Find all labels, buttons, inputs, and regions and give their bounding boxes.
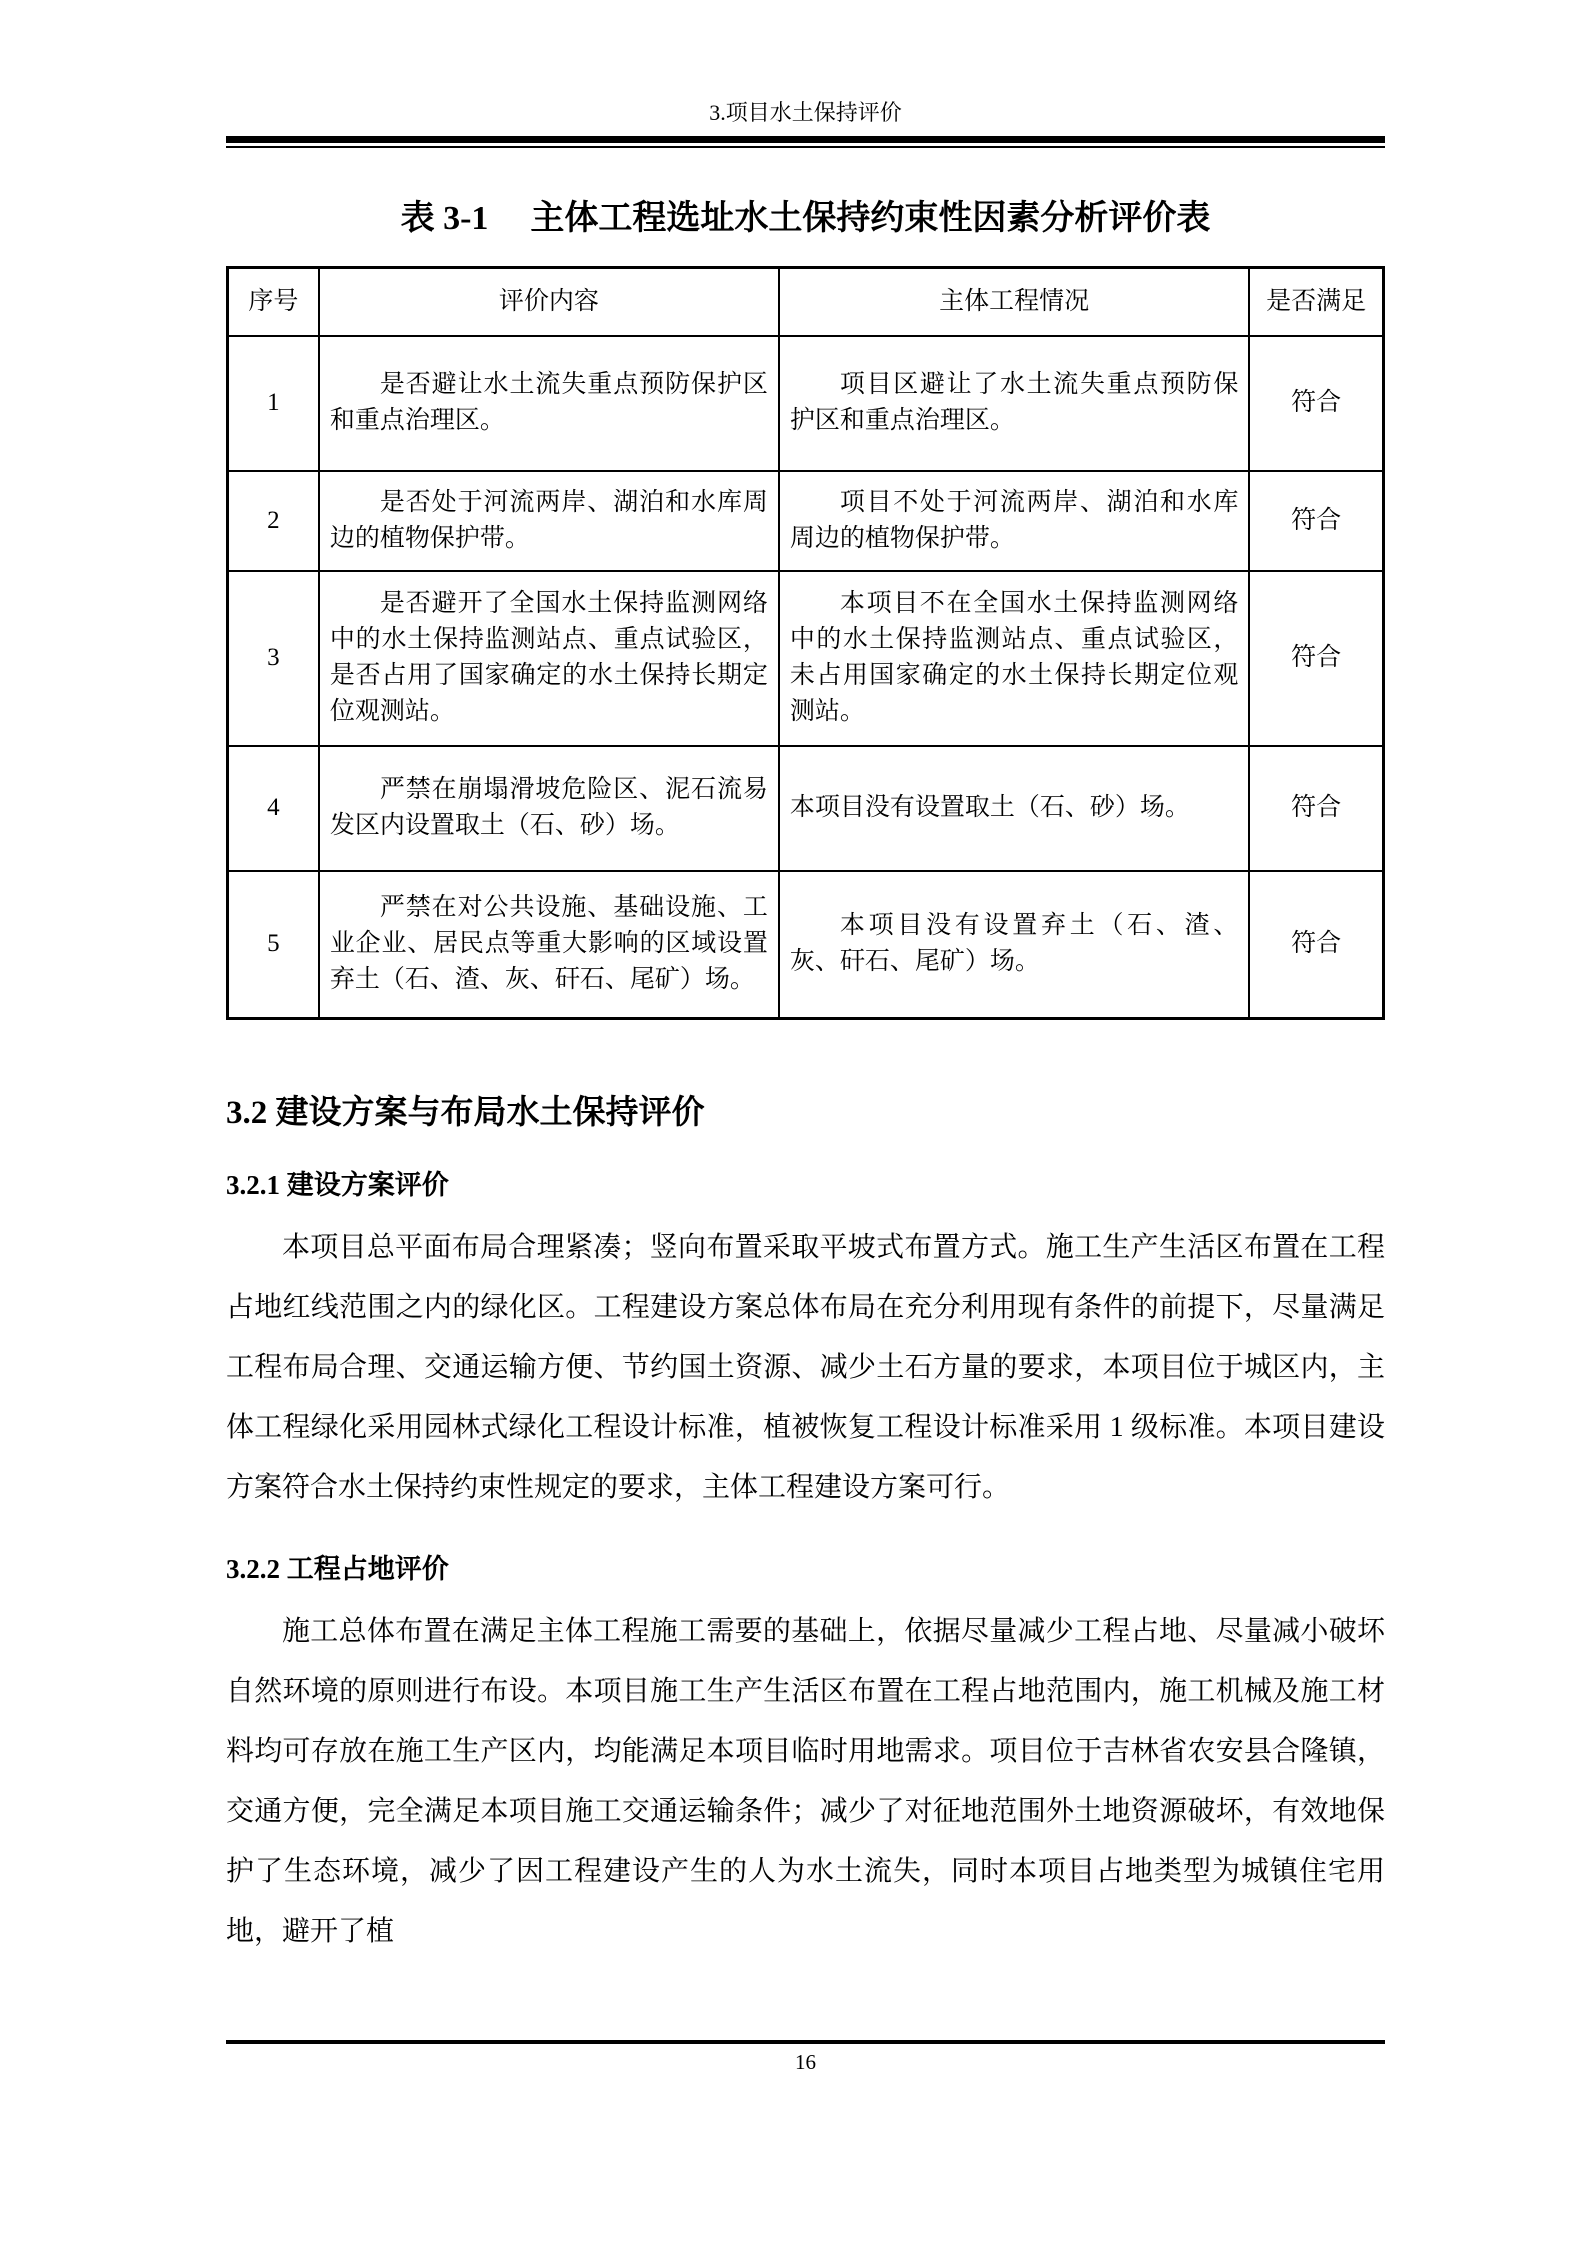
column-header-situation: 主体工程情况 <box>779 268 1249 336</box>
table-caption-label: 表 3-1 <box>400 200 489 237</box>
row-number-cell: 3 <box>228 571 319 746</box>
constraints-table <box>226 266 1385 1020</box>
row-number-cell: 1 <box>228 336 319 471</box>
row-number-cell: 2 <box>228 471 319 571</box>
header-rule-thick <box>226 136 1385 143</box>
situation-cell: 项目不处于河流两岸、湖泊和水库周边的植物保护带。 <box>779 471 1249 571</box>
table-header-row <box>228 268 1384 336</box>
verdict-cell: 符合 <box>1249 471 1383 571</box>
table-row <box>228 571 1384 746</box>
table-row <box>228 871 1384 1019</box>
verdict-cell: 符合 <box>1249 336 1383 471</box>
footer-rule <box>226 2040 1385 2044</box>
criterion-cell: 是否避开了全国水土保持监测网络中的水土保持监测站点、重点试验区，是否占用了国家确定的水土保持长期定位观测站。 <box>319 571 779 746</box>
verdict-cell: 符合 <box>1249 746 1383 871</box>
row-number-cell: 5 <box>228 871 319 1019</box>
criterion-cell: 是否避让水土流失重点预防保护区和重点治理区。 <box>319 336 779 471</box>
table-row <box>228 336 1384 471</box>
paragraph-3-2-2: 施工总体布置在满足主体工程施工需要的基础上，依据尽量减少工程占地、尽量减小破坏自然环境的原则进行布设。本项目施工生产生活区布置在工程占地范围内，施工机械及施工材料均可存放在施工生产区内，均能满足本项目临时用地需求。项目位于吉林省农安县合隆镇，交通方便，完全满足本项目施工交通运输条件；减少了对征地范围外土地资源破坏，有效地保护了生态环境，减少了因工程建设产生的人为水土流失，同时本项目占地类型为城镇住宅用地，避开了植 <box>226 1616 1385 1947</box>
column-header-verdict: 是否满足 <box>1249 268 1383 336</box>
section-heading-3-2-2: 3.2.2 工程占地评价 <box>226 1554 449 1584</box>
running-head: 3.项目水土保持评价 <box>709 100 902 125</box>
criterion-cell: 严禁在对公共设施、基础设施、工业企业、居民点等重大影响的区域设置弃土（石、渣、灰、矸石、尾矿）场。 <box>319 871 779 1019</box>
verdict-cell: 符合 <box>1249 571 1383 746</box>
section-heading-3-2-1: 3.2.1 建设方案评价 <box>226 1170 449 1200</box>
page-number: 16 <box>795 2050 816 2074</box>
page-footer <box>226 2040 1385 2075</box>
verdict-cell: 符合 <box>1249 871 1383 1019</box>
table-row <box>228 746 1384 871</box>
table-row <box>228 471 1384 571</box>
column-header-no: 序号 <box>228 268 319 336</box>
criterion-cell: 是否处于河流两岸、湖泊和水库周边的植物保护带。 <box>319 471 779 571</box>
paragraph-3-2-1: 本项目总平面布局合理紧凑；竖向布置采取平坡式布置方式。施工生产生活区布置在工程占地红线范围之内的绿化区。工程建设方案总体布局在充分利用现有条件的前提下，尽量满足工程布局合理、交通运输方便、节约国土资源、减少土石方量的要求，本项目位于城区内，主体工程绿化采用园林式绿化工程设计标准，植被恢复工程设计标准采用 1 级标准。本项目建设方案符合水土保持约束性规定的要求，主体工程建设方案可行。 <box>226 1232 1385 1503</box>
criterion-cell: 严禁在崩塌滑坡危险区、泥石流易发区内设置取土（石、砂）场。 <box>319 746 779 871</box>
column-header-content: 评价内容 <box>319 268 779 336</box>
table-caption <box>226 196 1385 242</box>
situation-cell: 本项目不在全国水土保持监测网络中的水土保持监测站点、重点试验区，未占用国家确定的水土保持长期定位观测站。 <box>779 571 1249 746</box>
row-number-cell: 4 <box>228 746 319 871</box>
situation-cell: 项目区避让了水土流失重点预防保护区和重点治理区。 <box>779 336 1249 471</box>
section-heading-3-2: 3.2 建设方案与布局水土保持评价 <box>226 1095 705 1131</box>
situation-cell: 本项目没有设置弃土（石、渣、灰、矸石、尾矿）场。 <box>779 871 1249 1019</box>
situation-cell: 本项目没有设置取土（石、砂）场。 <box>779 746 1249 871</box>
table-caption-title: 主体工程选址水土保持约束性因素分析评价表 <box>530 200 1211 237</box>
header-rule-thin <box>226 146 1385 148</box>
